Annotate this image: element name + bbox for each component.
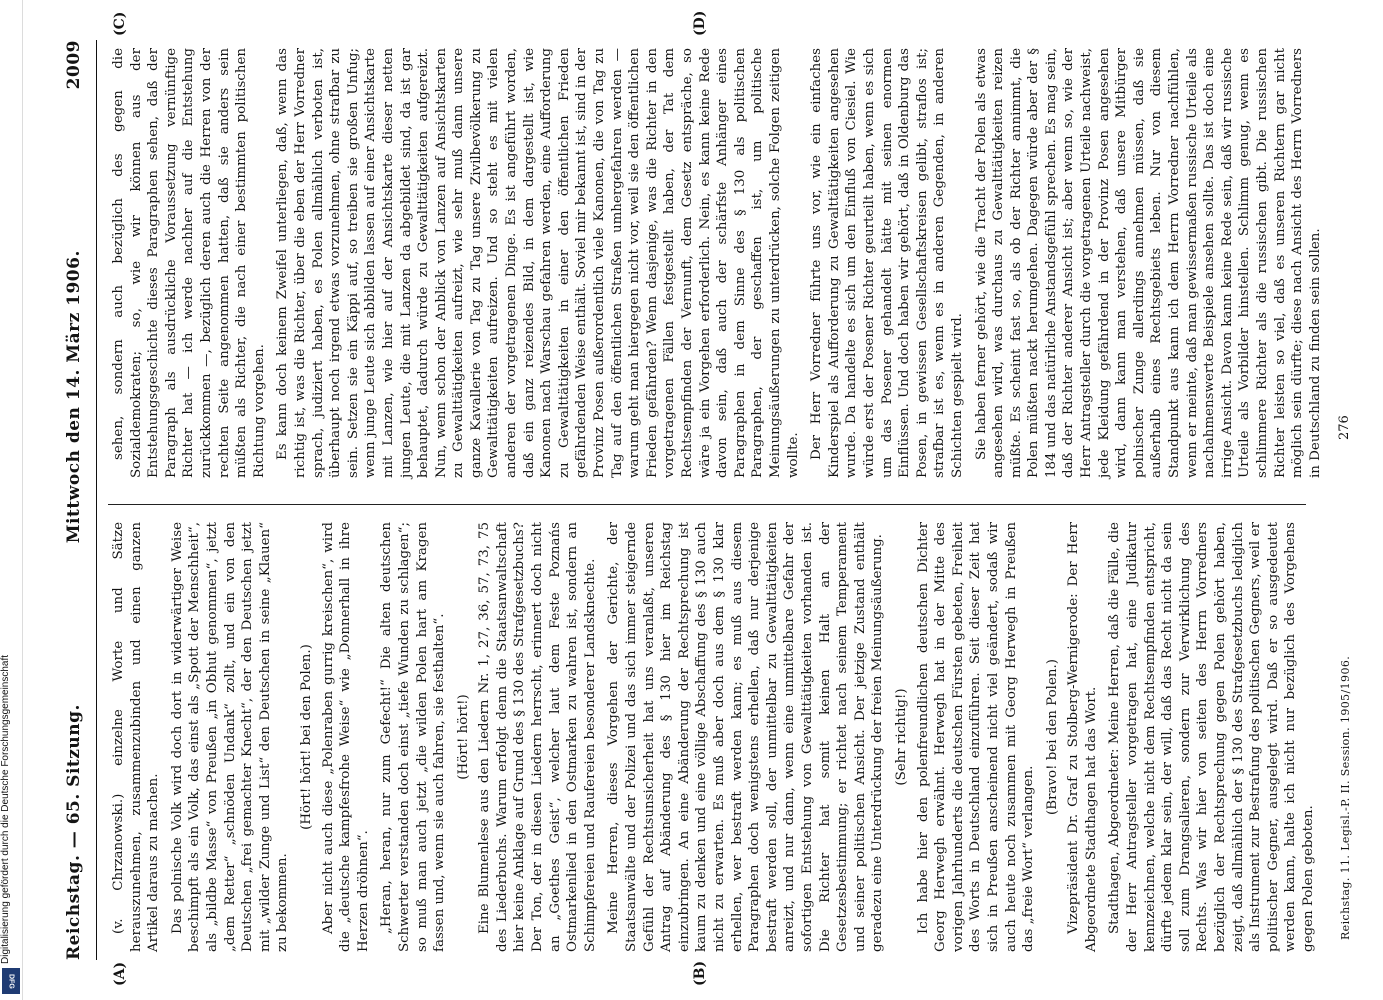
- interjection: (Hört! hört! bei den Polen.): [298, 644, 314, 830]
- paragraph: Der Herr Vorredner führte uns vor, wie ein einfaches Kinderspiel als Aufforderung zu Gewalttätigkeiten angesehen wurde. Da handelte es sich um den Einfluß von Ciesiel. Wie würde erst der Posener Richter geurteilt haben, wenn es sich um das Posener gehandelt hätte mit seinen enormen Einflüssen. Und doch haben wir gehört, daß in Oldenburg das Posen, in gewissen Gesellschaftskreisen gelibt, straflos ist; strafbar ist es, wenn es in anderen Gegenden, in anderen Schichten gespielt wird.: [809, 48, 965, 478]
- side-strip: [0, 0, 23, 1000]
- paragraph: Ich habe hier den polenfreundlichen deutschen Dichter Georg Herwegh erwähnt. Herwegh hat in der Mitte des vorigen Jahrhunderts die deutschen Fürsten gebeten, Freiheit des Worts in Deutschland einzuführen. Seit dieser Zeit hat sich in Preußen anscheinend nicht viel geändert, sodaß wir auch heute noch zusammen mit Georg Herwegh in Preußen das „freie Wort“ verlangen.: [915, 522, 1037, 952]
- paragraph: Eine Blumenlese aus den Liedern Nr. 1, 27, 36, 57, 73, 75 des Liederbuchs. Warum erfolgt denn die Staatsanwaltschaft hier keine Anklage auf Grund des § 130 des Strafgesetzbuchs? Der Ton, der in diesen Liedern herrscht, erinnert doch nicht an „Goethes Geist“, welcher laut dem Feste Poznańs Ostmarkenlied in den Ostmarken zu wahren ist, sondern an Schimpfereien und Raufereien besonderer Landsknechte.: [477, 522, 598, 952]
- header-rule: [96, 40, 97, 960]
- header-title: Reichstag. — 65. Sitzung.: [64, 704, 84, 960]
- paragraph: (v. Chrzanowski.) einzelne Worte und Sätze herauszunehmen, zusammenzubinden und einen ganzen Artikel daraus zu machen.: [111, 522, 162, 952]
- interjection: (Sehr richtig!): [893, 688, 909, 786]
- attribution-text: Digitalisierung gefördert durch die Deutsche Forschungsgemeinschaft: [0, 654, 11, 964]
- header-page-number: 2009: [64, 40, 84, 90]
- paragraph: „Heran, heran, nur zum Gefecht!“ Die alten deutschen Schwerter verstanden doch einst „tiefe Wunden zu schlagen“; so muß man auch jetzt „die wilden Polen hart am Kragen fassen und, wenn sie auch fahren, sie festhalten“.: [379, 522, 448, 952]
- margin-mark-d: (D): [692, 10, 708, 36]
- paragraph: Aber nicht auch diese „Polenraben gurrig kreischen“, wird die „deutsche kampfesfrohe Weise“ wie „Donnerhall in ihre Herzen dröhnen“.: [320, 522, 371, 952]
- header-date: Mittwoch den 14. März 1906.: [64, 250, 84, 544]
- footer-session: Reichstag. 11. Legisl.-P. II. Session. 1905/1906.: [1339, 655, 1352, 940]
- paragraph: Sie haben ferner gehört, wie die Tracht der Polen als etwas angesehen wird, was durchaus zu Gewalttätigkeiten reizen müßte. Es scheint fast so, als ob der Richter annimmt, die Polen müßten nackt herumgehen. Dagegen würde aber der § 184 und das natürliche Anstandsgefühl sprechen. Es mag sein, daß der Richter anderer Ansicht ist; aber wenn so, wie der Herr Antragsteller durch die vorgetragenen Urteile nachweist, jede Kleidung gefährdend in der Provinz Posen angesehen wird, dann kann man verstehen, daß unsere Mitbürger polnischer Zunge allerdings annehmen müssen, daß sie außerhalb eines Rechtsgebiets leben. Nur von diesem Standpunkt aus kann ich dem Herrn Vorredner nachfühlen, wenn er meinte, daß man gewissermaßen russische Urteile als nachahmenswerte Beispiele ansehen sollte. Das ist doch eine irrige Ansicht. Davon kann keine Rede sein, daß wir russische Urteile als Vorbilder hinstellen. Schlimm genug, wenn es schlimmere Richter als die russischen gibt. Die russischen Richter leisten so viel, daß es unseren Richtern gar nicht möglich sein dürfte; diese nach Ansicht des Herrn Vorredners in Deutschland zu finden sein sollen.: [973, 48, 1323, 478]
- margin-mark-a: (A): [112, 961, 128, 986]
- paragraph: Das polnische Volk wird doch dort in widerwärtiger Weise beschimpft als ein Volk, das einst als „Spott der Menschheit“, als „bildbe Masse“ von Preußen „in Obhut genommen“, jetzt „dem Retter“ „schnöden Undank“ zollt, und ein von den Deutschen „frei gemachter Knecht“, der den Deutschen jetzt mit „wilder Zunge und List“ den Deutschen in seine „Klauen“ zu bekommen.: [169, 522, 291, 952]
- column-divider: [108, 504, 1306, 505]
- interjection: (Hört! hört!): [455, 694, 471, 780]
- speaker-paragraph: Vizepräsident Dr. Graf zu Stolberg-Wernigerode: Der Herr Abgeordnete Stadthagen hat das Wort.: [1066, 522, 1099, 952]
- paragraph: Es kann doch keinem Zweifel unterliegen, daß, wenn das richtig ist, was die Richter, über die eben der Herr Vorredner sprach, judiziert haben, es Polen allmählich verboten ist, überhaupt noch irgend etwas vorzunehmen, ohne strafbar zu sein. Setzen sie ein Käppi auf, so treiben sie großen Unfug; wenn junge Leute sich abbilden lassen auf einer Ansichtskarte mit Lanzen, wie hier auf der Ansichtskarte dieser netten jungen Leute, die mit Lanzen da abgebildet sind, da ist gar behauptet, dadurch würde zu Gewalttätigkeiten aufgereizt. Nun, wenn schon der Anblick von Lanzen auf Ansichtskarten zu Gewalttätigkeiten aufreizt, wie sehr muß dann unsere ganze Kavallerie von Tag zu Tag unsere Zivilbevölkerung zu Gewalttätigkeiten aufreizen. Und so steht es mit vielen anderen der vorgetragenen Dinge. Es ist angeführt worden, daß ein ganz reizendes Bild, in dem dargestellt ist, wie Kanonen nach Warschau gefahren werden, eine Aufforderung zu Gewalttätigkeiten in einer den öffentlichen Frieden gefährdenden Weise enthält. Soviel mir bekannt ist, sind in der Provinz Posen außerordentlich viele Kanonen, die von Tag zu Tag auf den öffentlichen Straßen umhergefahren werden — warum geht man hiergegen nicht vor, weil sie den öffentlichen Frieden gefährden? Wenn dasjenige, was die Richter in den vorgetragenen Fällen festgestellt haben, der Tat dem Rechtsempfinden der Vernunft, dem Gesetz entspräche, so wäre ja ein Vorgehen erforderlich. Nein, es kann keine Rede davon sein, daß auch der schärfste Anhänger eines Paragraphen in dem Sinne des § 130 als politischen Paragraphen, der geschaffen ist, um politische Meinungsäußerungen zu unterdrücken, solche Folgen zeitigen wollte.: [275, 48, 801, 478]
- speaker-paragraph: Stadthagen, Abgeordneter: Meine Herren, daß die Fälle, die der Herr Antragsteller vorgetragen hat, eine Judikatur kennzeichnen, welche nicht dem Rechtsempfinden entspricht, dürfte jedem klar sein, der will, daß das Recht nicht da sein soll zum Drangsalieren, sondern zur Verwirklichung des Rechts. Was wir hier von seiten des Herrn Vorredners bezüglich der Rechtsprechung gegen Polen gehört haben, zeigt, daß allmählich der § 130 des Strafgesetzbuchs lediglich als Instrument zur Bestrafung des politischen Gegners, weil er politischer Gegner, ausgelegt wird. Daß er so ausgedeutet werden kann, halte ich nicht nur bezüglich des Vorgehens gegen Polen geboten.: [1107, 522, 1316, 952]
- footer-sheet-number: 276: [1337, 415, 1352, 440]
- rotated-page: [52, 0, 1380, 1000]
- paragraph: sehen, sondern auch bezüglich des gegen die Sozialdemokraten; so, wie wir können aus der Entstehungsgeschichte dieses Paragraphen sehen, daß der Paragraph als ausdrückliche Voraussetzung vernünftige Richter hat — ich werde nachher auf die Entstehung zurückkommen —, bezüglich deren auch die Herren von der rechten Seite angenommen hatten, daß sie anders sein müßten als Richter, die nach einer bestimmten politischen Richtung vorgehen.: [111, 48, 267, 478]
- document-page: [52, 0, 1380, 1000]
- interjection: (Bravo! bei den Polen.): [1044, 659, 1060, 815]
- left-column: [110, 522, 1316, 952]
- page-frame: [52, 0, 1380, 1000]
- dfg-logo: DFG: [2, 968, 20, 994]
- margin-mark-c: (C): [112, 11, 128, 36]
- page-header: [52, 40, 96, 960]
- margin-mark-b: (B): [692, 960, 708, 986]
- right-column: [110, 48, 1323, 478]
- paragraph: Meine Herren, dieses Vorgehen der Gerichte, der Staatsanwälte und der Polizei und das sich immer steigernde Gefühl der Rechtsunsicherheit hat uns veranlaßt, unseren Antrag auf Abänderung des § 130 hier im Reichstag einzubringen. An eine Abänderung der Rechtsprechung ist kaum zu denken und eine völlige Abschaffung des § 130 auch nicht zu erwarten. Es muß aber doch aus dem § 130 klar erhellen, wer bestraft werden kann; es muß aus diesem Paragraphen doch wenigstens erhellen, daß nur derjenige bestraft werden soll, der unmittelbar zu Gewalttätigkeiten anreizt, und nur dann, wenn eine unmittelbare Gefahr der sofortigen Entstehung von Gewalttätigkeiten vorhanden ist. Die Richter hat somit keinen Halt an der Gesetzesbestimmung; er richtet nach seinem Temperament und seiner politischen Ansicht. Der jetzige Zustand enthält geradezu eine Unterdrückung der freien Meinungsäußerung.: [606, 522, 886, 952]
